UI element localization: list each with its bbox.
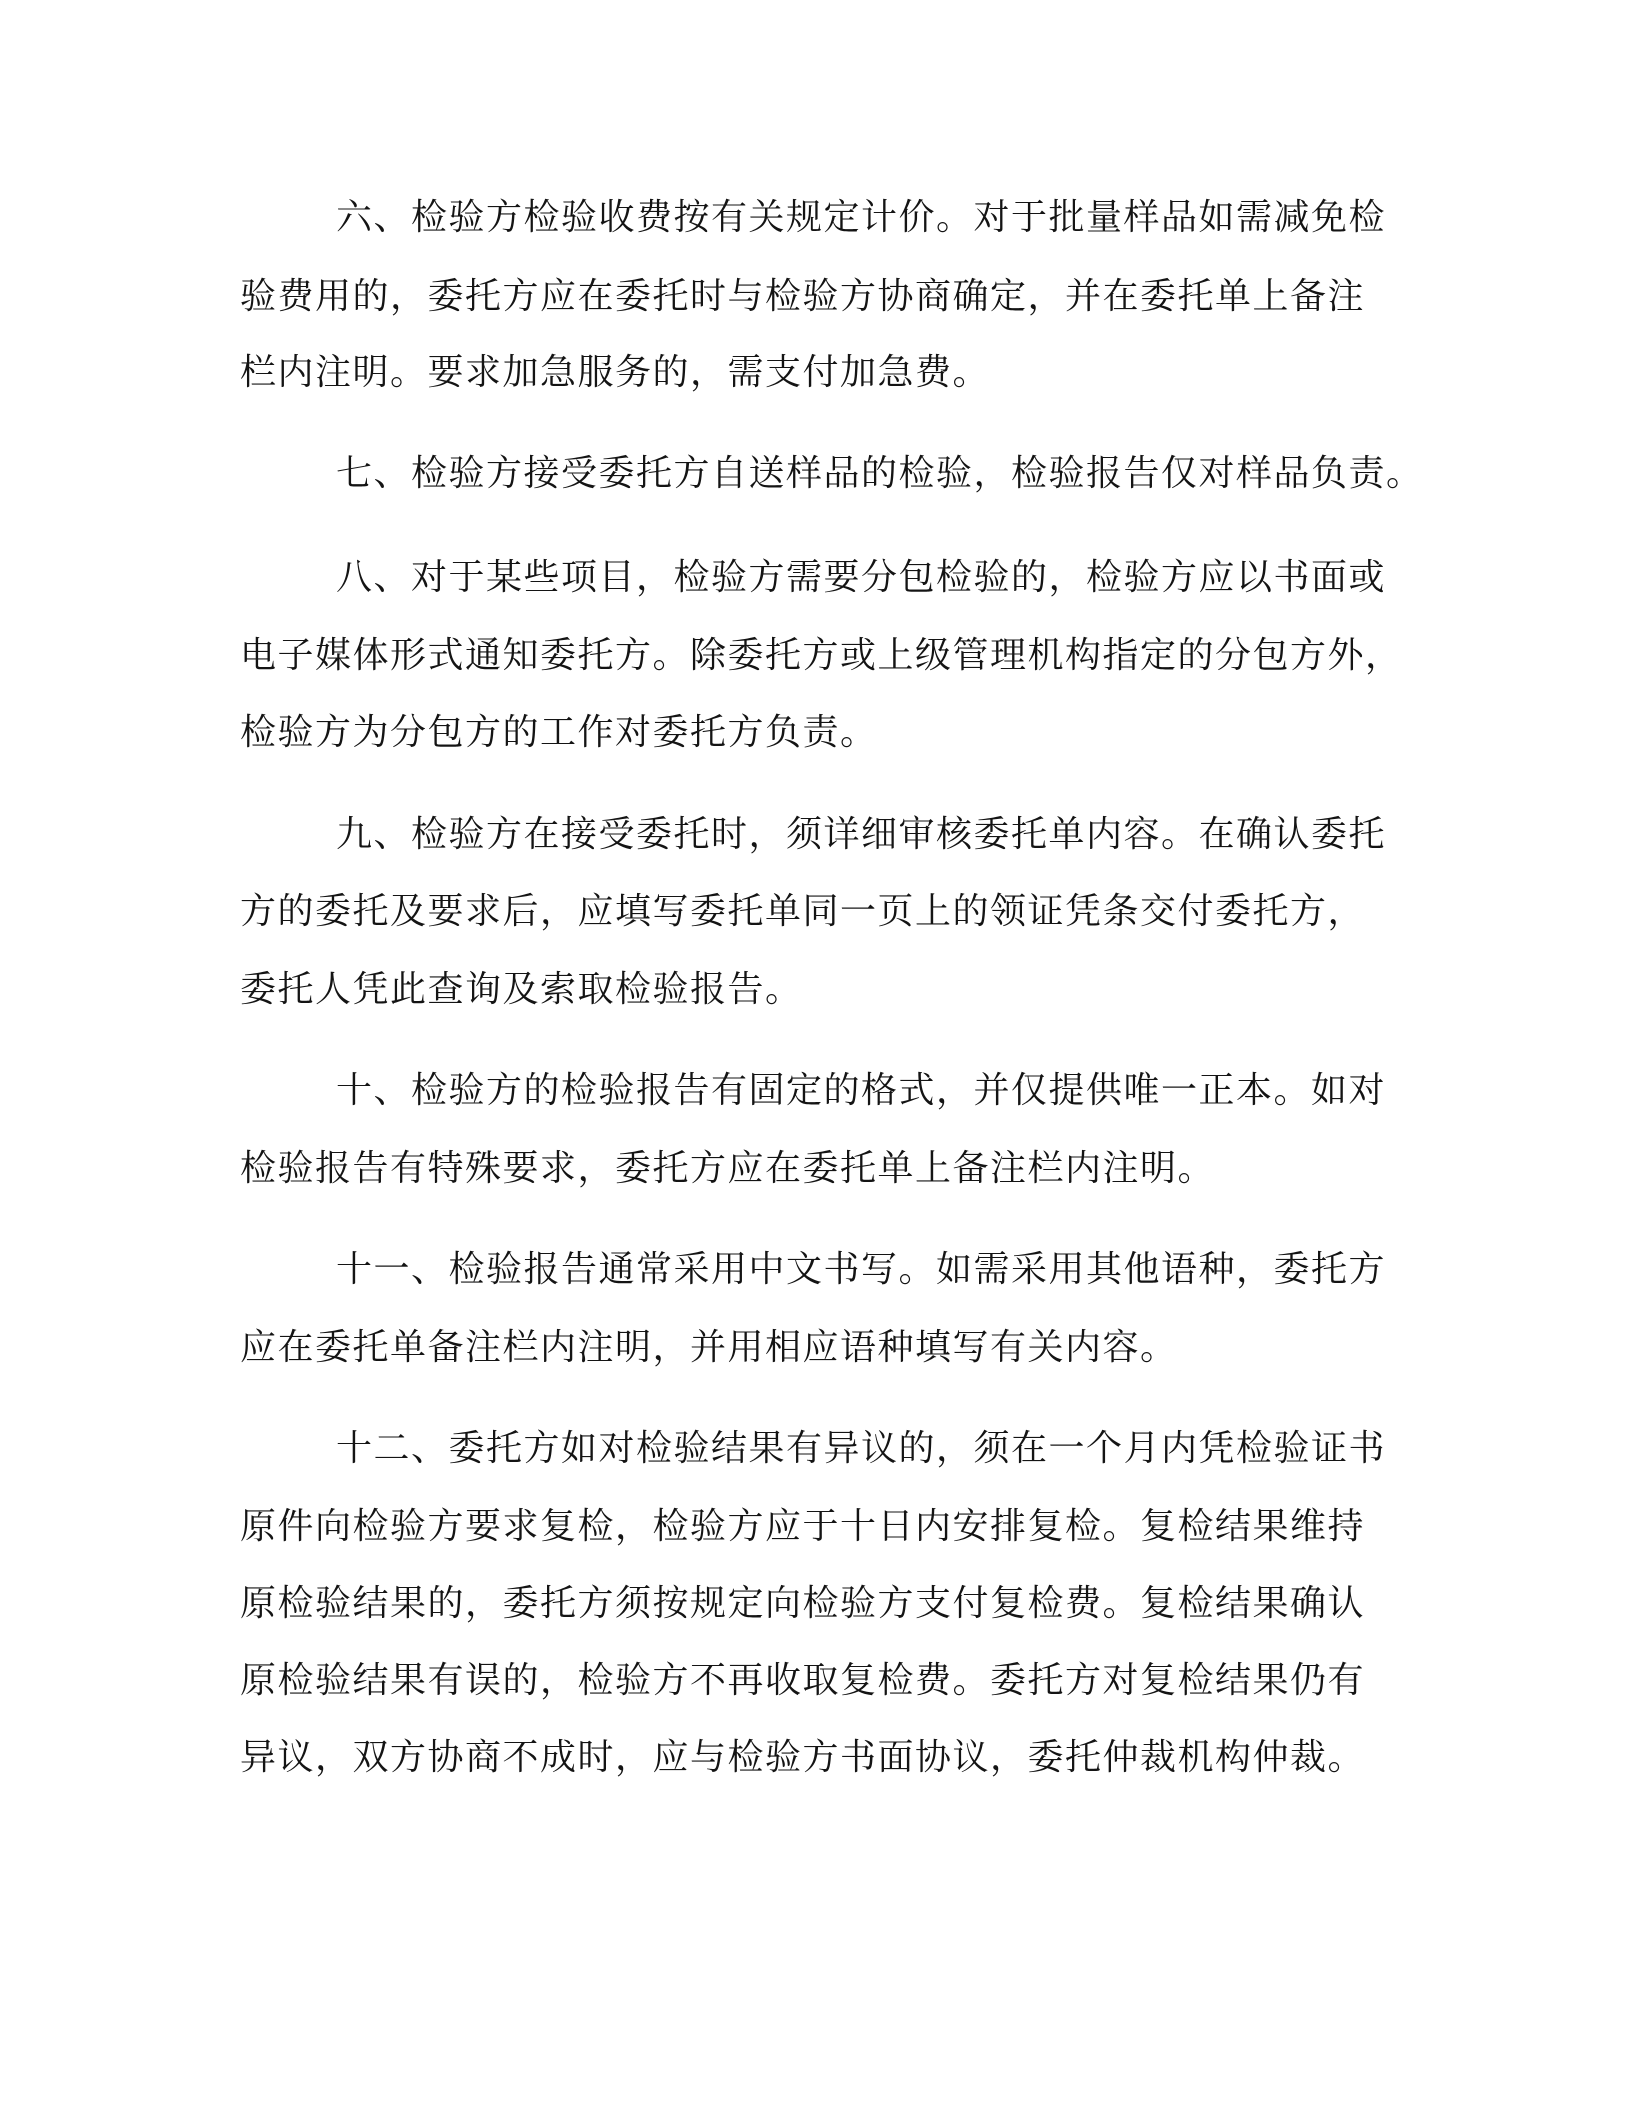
paragraph-11-line-1: 十一、检验报告通常采用中文书写。如需采用其他语种，委托方	[336, 1249, 1387, 1290]
paragraph-7-line-1: 七、检验方接受委托方自送样品的检验，检验报告仅对样品负责。	[336, 453, 1424, 494]
paragraph-6-line-1: 六、检验方检验收费按有关规定计价。对于批量样品如需减免检	[336, 197, 1387, 238]
paragraph-12-line-4: 原检验结果有误的，检验方不再收取复检费。委托方对复检结果仍有	[240, 1660, 1366, 1701]
paragraph-10-line-1: 十、检验方的检验报告有固定的格式，并仅提供唯一正本。如对	[336, 1070, 1387, 1111]
paragraph-8-line-3: 检验方为分包方的工作对委托方负责。	[240, 712, 878, 753]
paragraph-9-line-3: 委托人凭此查询及索取检验报告。	[240, 969, 803, 1010]
paragraph-6-line-2: 验费用的，委托方应在委托时与检验方协商确定，并在委托单上备注	[240, 276, 1366, 317]
paragraph-8-line-2: 电子媒体形式通知委托方。除委托方或上级管理机构指定的分包方外，	[240, 635, 1403, 676]
paragraph-10-line-2: 检验报告有特殊要求，委托方应在委托单上备注栏内注明。	[240, 1148, 1216, 1189]
paragraph-6-line-3: 栏内注明。要求加急服务的，需支付加急费。	[240, 352, 991, 393]
paragraph-11-line-2: 应在委托单备注栏内注明，并用相应语种填写有关内容。	[240, 1327, 1178, 1368]
paragraph-12-line-1: 十二、委托方如对检验结果有异议的，须在一个月内凭检验证书	[336, 1428, 1387, 1469]
paragraph-9-line-1: 九、检验方在接受委托时，须详细审核委托单内容。在确认委托	[336, 814, 1387, 855]
paragraph-12-line-3: 原检验结果的，委托方须按规定向检验方支付复检费。复检结果确认	[240, 1583, 1366, 1624]
paragraph-8-line-1: 八、对于某些项目，检验方需要分包检验的，检验方应以书面或	[336, 557, 1387, 598]
paragraph-12-line-2: 原件向检验方要求复检，检验方应于十日内安排复检。复检结果维持	[240, 1506, 1366, 1547]
paragraph-9-line-2: 方的委托及要求后，应填写委托单同一页上的领证凭条交付委托方，	[240, 891, 1366, 932]
paragraph-12-line-5: 异议，双方协商不成时，应与检验方书面协议，委托仲裁机构仲裁。	[240, 1737, 1366, 1778]
